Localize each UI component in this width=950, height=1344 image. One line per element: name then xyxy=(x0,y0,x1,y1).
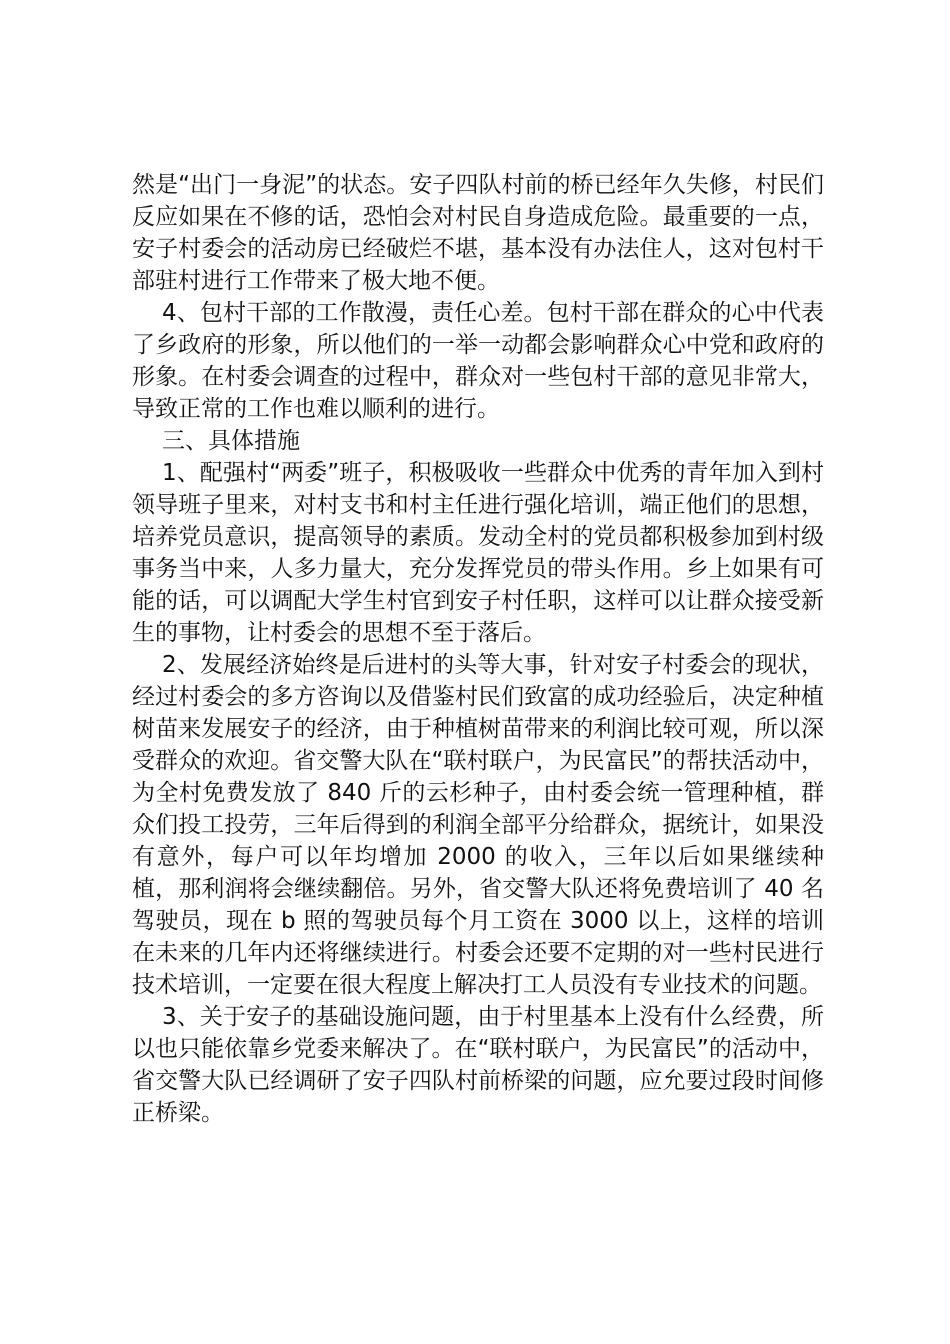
document-body xyxy=(132,169,824,1129)
paragraph-item-4: 4、包村干部的工作散漫，责任心差。包村干部在群众的心中代表了乡政府的形象，所以他们的一举一动都会影响群众心中党和政府的形象。在村委会调查的过程中，群众对一些包村干部的意见非常大，导致正常的工作也难以顺利的进行。 xyxy=(132,300,824,422)
section-heading: 三、具体措施 xyxy=(162,428,300,454)
paragraph-continuation: 然是“出门一身泥”的状态。安子四队村前的桥已经年久失修，村民们反应如果在不修的话，恐怕会对村民自身造成危险。最重要的一点，安子村委会的活动房已经破烂不堪，基本没有办法住人，这对包村干部驻村进行工作带来了极大地不便。 xyxy=(132,172,824,294)
paragraph-measure-3: 3、关于安子的基础设施问题，由于村里基本上没有什么经费，所以也只能依靠乡党委来解决了。在“联村联户，为民富民”的活动中，省交警大队已经调研了安子四队村前桥梁的问题，应允要过段时间修正桥梁。 xyxy=(132,1004,824,1126)
paragraph-measure-1: 1、配强村“两委”班子，积极吸收一些群众中优秀的青年加入到村领导班子里来，对村支书和村主任进行强化培训，端正他们的思想，培养党员意识，提高领导的素质。发动全村的党员都积极参加到村级事务当中来，人多力量大，充分发挥党员的带头作用。乡上如果有可能的话，可以调配大学生村官到安子村任职，这样可以让群众接受新生的事物，让村委会的思想不至于落后。 xyxy=(132,460,824,646)
paragraph-measure-2: 2、发展经济始终是后进村的头等大事，针对安子村委会的现状，经过村委会的多方咨询以及借鉴村民们致富的成功经验后，决定种植树苗来发展安子的经济，由于种植树苗带来的利润比较可观，所以深受群众的欢迎。省交警大队在“联村联户，为民富民”的帮扶活动中，为全村免费发放了 840 斤的云杉种子，由村委会统一管理种植，群众们投工投劳，三年后得到的利润全部平分给群众，据统计，如果没有意外，每户可以年均增加 2000 的收入，三年以后如果继续种植，那利润将会继续翻倍。另外，省交警大队还将免费培训了 40 名驾驶员，现在 b 照的驾驶员每个月工资在 3000 以上，这样的培训在未来的几年内还将继续进行。村委会还要不定期的对一些村民进行技术培训，一定要在很大程度上解决打工人员没有专业技术的问题。 xyxy=(132,652,824,998)
